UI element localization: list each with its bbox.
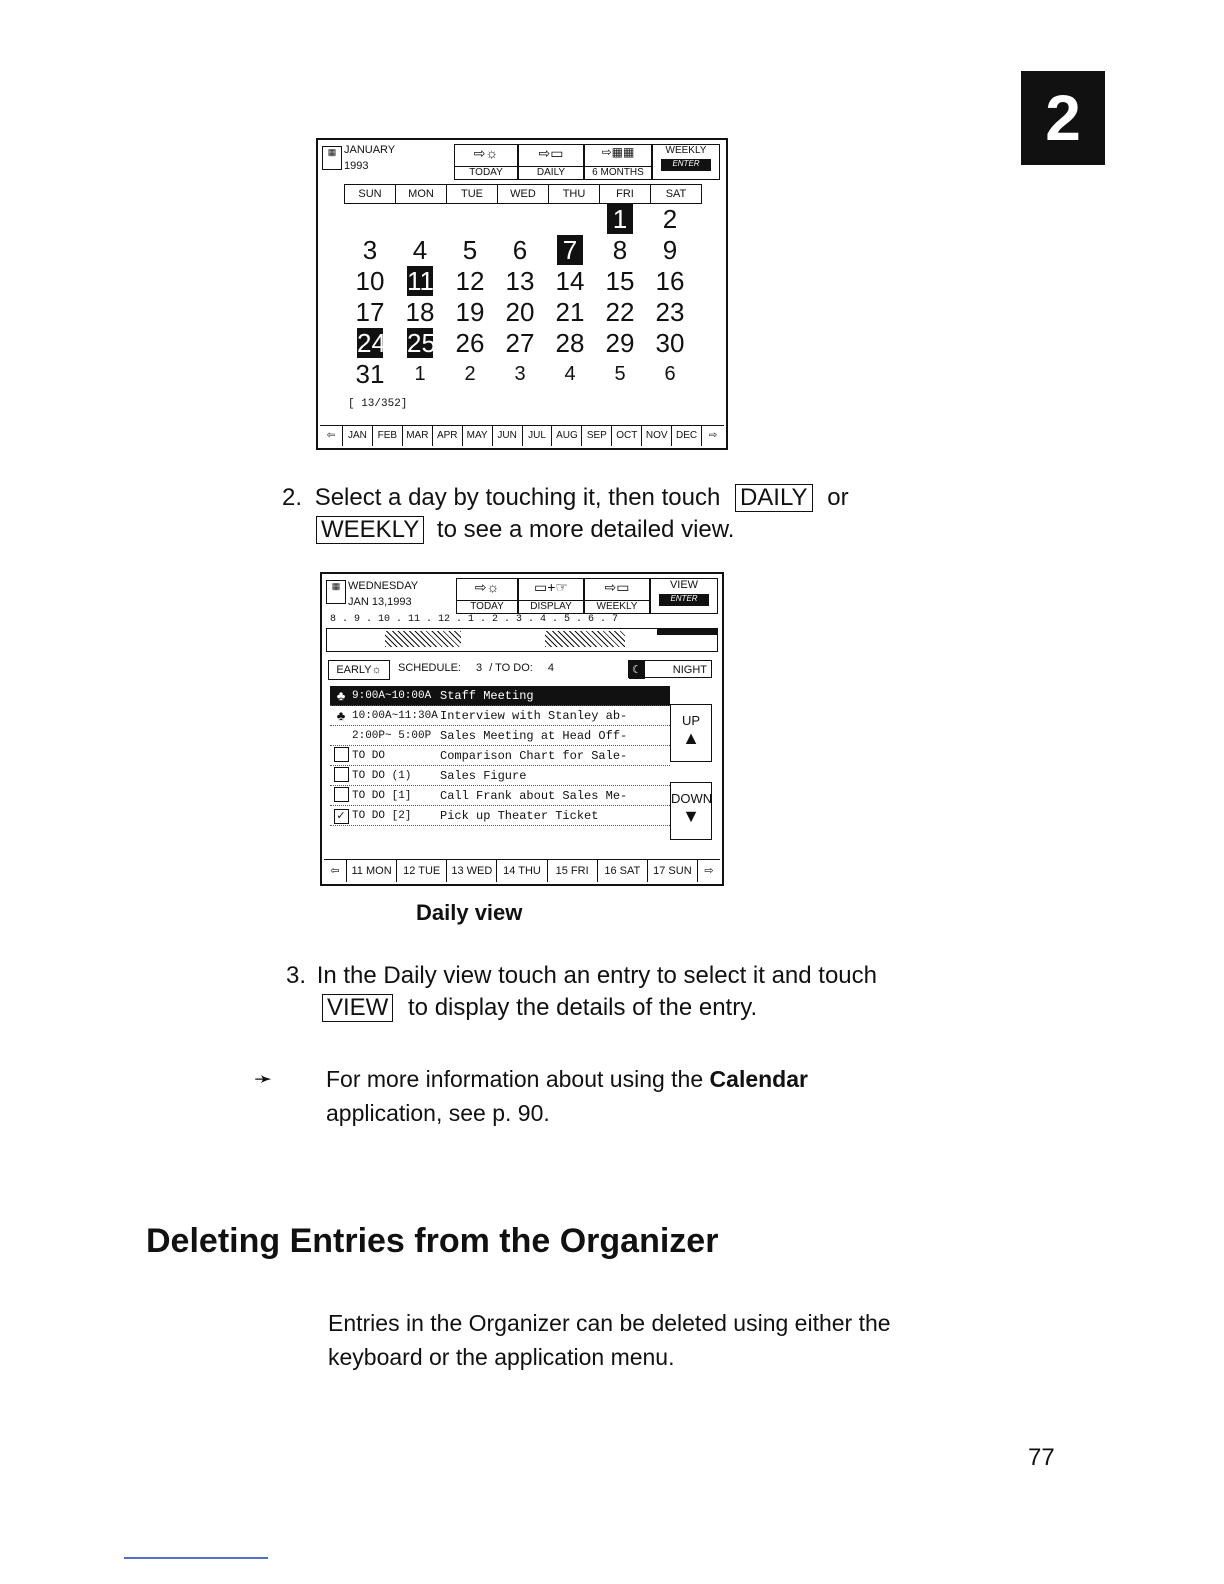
checkbox-icon[interactable] (330, 807, 352, 824)
figure-caption: Daily view (416, 900, 523, 925)
day-cell[interactable]: 28 (555, 328, 585, 358)
checkbox-icon[interactable] (330, 767, 352, 785)
six-months-button[interactable] (584, 144, 652, 180)
day-cell[interactable]: 31 (355, 359, 385, 389)
down-arrow-icon: ▼ (682, 806, 700, 826)
weekday-thu: THU (549, 185, 600, 203)
day-cell[interactable]: 18 (405, 297, 435, 327)
todo-label: / TO DO: (489, 662, 533, 674)
day-cell[interactable]: 23 (655, 297, 685, 327)
day-cell[interactable]: 5 (614, 363, 626, 385)
early-label: EARLY (336, 664, 372, 676)
daily-button[interactable] (518, 144, 584, 180)
weekly-button[interactable] (584, 578, 650, 614)
todo-checkbox[interactable] (334, 787, 349, 802)
day-cell[interactable]: 22 (605, 297, 635, 327)
date-label: JAN 13,1993 (348, 596, 412, 608)
weekly-key: WEEKLY (316, 516, 424, 544)
step-2-text-b: or (827, 484, 849, 511)
checkbox-icon[interactable] (330, 747, 352, 765)
calendar-icon: ▦ (326, 580, 346, 604)
entry-time: TO DO [1] (352, 789, 412, 802)
entry-time: 2:00P~ 5:00P (352, 729, 432, 742)
weekly-icon: ⇨▭ (604, 579, 630, 595)
entry-text: Call Frank about Sales Me- (440, 788, 628, 803)
section-heading: Deleting Entries from the Organizer (146, 1222, 719, 1260)
summary-line (398, 662, 554, 674)
weekday-header (344, 184, 702, 204)
entry-text: Staff Meeting (440, 688, 534, 703)
view-button[interactable] (650, 578, 718, 614)
today-button-label: TODAY (455, 166, 517, 178)
month-sep[interactable]: SEP (582, 426, 612, 446)
page-number: 77 (1028, 1444, 1055, 1471)
day-cell[interactable]: 30 (655, 328, 685, 358)
early-button[interactable] (328, 660, 390, 680)
weekday-sat: SAT (665, 188, 687, 200)
day-cell[interactable]: 19 (455, 297, 485, 327)
up-label: UP (681, 713, 701, 728)
display-button-label: DISPLAY (519, 600, 583, 612)
weekly-button[interactable] (652, 144, 720, 180)
day-sun[interactable]: 17 SUN (648, 860, 698, 882)
next-week-arrow-icon[interactable]: ⇨ (704, 865, 714, 877)
entry-row[interactable] (330, 686, 670, 706)
sun-icon: ☼ (371, 664, 382, 676)
entry-row[interactable] (330, 706, 670, 726)
day-cell[interactable]: 29 (605, 328, 635, 358)
daily-button-label: DAILY (519, 166, 583, 178)
hour-scale: 8 . 9 . 10 . 11 . 12 . 1 . 2 . 3 . 4 . 5 . 6 . 7 (330, 614, 619, 625)
step-3-number: 3. (286, 962, 307, 989)
entry-text: Sales Figure (440, 768, 527, 783)
month-jan[interactable]: JAN (343, 426, 373, 446)
day-cell[interactable]: 26 (455, 328, 485, 358)
weekly-button-label: WEEKLY (665, 145, 707, 156)
time-bar (326, 628, 718, 652)
month-mar[interactable]: MAR (403, 426, 433, 446)
entry-text: Interview with Stanley ab- (440, 708, 628, 723)
day-wed[interactable]: 13 WED (447, 860, 497, 882)
day-cell[interactable]: 12 (455, 266, 485, 296)
note (326, 1062, 926, 1130)
day-cell[interactable]: 8 (612, 235, 628, 265)
checkbox-icon[interactable] (330, 787, 352, 805)
month-bar (320, 425, 724, 446)
day-bar (324, 859, 720, 882)
status-counter: [ 13/352] (348, 398, 408, 410)
entry-row[interactable] (330, 746, 670, 766)
next-year-arrow-icon[interactable]: ⇨ (708, 430, 718, 441)
step-3 (286, 960, 956, 1024)
entry-time: TO DO (1) (352, 769, 412, 782)
today-button[interactable] (456, 578, 518, 614)
step-2 (282, 482, 942, 546)
entry-list (322, 686, 666, 846)
busy-block-morning (385, 631, 461, 647)
schedule-label: SCHEDULE: (398, 662, 461, 674)
todo-checkbox[interactable] (334, 767, 349, 782)
day-cell[interactable]: 15 (605, 266, 635, 296)
entry-row[interactable] (330, 786, 670, 806)
entry-text: Pick up Theater Ticket (440, 808, 599, 823)
day-cell[interactable]: 1 (414, 363, 426, 385)
down-button[interactable] (670, 782, 712, 840)
note-arrow-icon: ➛ (254, 1066, 273, 1091)
entry-time: TO DO (352, 749, 386, 762)
day-cell[interactable]: 10 (355, 266, 385, 296)
alarm-icon: ♣ (336, 708, 346, 723)
entry-text: Comparison Chart for Sale- (440, 748, 628, 763)
day-cell[interactable]: 27 (505, 328, 535, 358)
day-cell[interactable]: 9 (662, 235, 678, 265)
day-cell[interactable]: 6 (664, 363, 676, 385)
month-jul[interactable]: JUL (523, 426, 553, 446)
entry-row[interactable] (330, 806, 670, 826)
entry-time: 10:00A~11:30A (352, 709, 438, 722)
today-button[interactable] (454, 144, 518, 180)
day-mon[interactable]: 11 MON (347, 860, 397, 882)
month-jun[interactable]: JUN (493, 426, 523, 446)
weekday-label: WEDNESDAY (348, 580, 419, 592)
day-cell[interactable]: 14 (555, 266, 585, 296)
note-text-a: For more information about using the (326, 1066, 704, 1092)
chapter-tab: 2 (1021, 71, 1105, 165)
alarm-icon: ♣ (336, 688, 346, 703)
day-cell[interactable]: 3 (514, 363, 526, 385)
night-button[interactable] (628, 660, 712, 678)
month-oct[interactable]: OCT (612, 426, 642, 446)
body-paragraph: Entries in the Organizer can be deleted using either the keyboard or the application menu. (328, 1310, 891, 1370)
today-button-label: TODAY (457, 600, 517, 612)
step-2-text-a: Select a day by touching it, then touch (314, 484, 721, 511)
month-aug[interactable]: AUG (552, 426, 582, 446)
step-3-text-b: to display the details of the entry. (408, 994, 758, 1021)
six-months-icon: ⇨▦▦ (601, 145, 635, 159)
monthly-calendar-screen (316, 138, 728, 450)
prev-year-arrow-icon[interactable]: ⇦ (320, 426, 343, 446)
entry-row[interactable] (330, 726, 670, 746)
day-cell[interactable]: 3 (362, 235, 378, 265)
day-cell[interactable]: 1 (607, 204, 633, 234)
day-cell[interactable]: 5 (462, 235, 478, 265)
evening-block (657, 629, 717, 635)
calendar-icon: ▦ (322, 146, 342, 170)
weekday-tue: TUE (447, 185, 498, 203)
day-tue[interactable]: 12 TUE (397, 860, 447, 882)
day-cell[interactable]: 11 (407, 266, 434, 296)
enter-key-icon: ENTER (659, 594, 709, 606)
entry-time: TO DO [2] (352, 809, 412, 822)
note-text-b: application, see p. 90. (326, 1100, 550, 1126)
entry-row[interactable] (330, 766, 670, 786)
step-2-number: 2. (282, 484, 303, 511)
weekday-wed: WED (498, 185, 549, 203)
step-2-text-c: to see a more detailed view. (436, 516, 735, 543)
weekday-mon: MON (396, 185, 447, 203)
day-cell[interactable]: 24 (357, 328, 386, 358)
day-cell[interactable]: 20 (505, 297, 535, 327)
day-cell[interactable]: 25 (407, 328, 436, 358)
sun-icon: ⇨☼ (473, 145, 499, 161)
six-months-button-label: 6 MONTHS (585, 166, 651, 178)
month-dec[interactable]: DEC (672, 426, 702, 446)
view-button-label: VIEW (669, 579, 699, 591)
up-arrow-icon: ▲ (682, 728, 700, 748)
step-3-text-a: In the Daily view touch an entry to select it and touch (316, 962, 877, 989)
display-icon: ▭+☞ (534, 579, 568, 595)
day-cell[interactable]: 13 (505, 266, 535, 296)
weekday-fri: FRI (600, 185, 651, 203)
day-cell[interactable]: 6 (512, 235, 528, 265)
entry-text: Sales Meeting at Head Off- (440, 728, 628, 743)
day-cell[interactable]: 4 (564, 363, 576, 385)
down-label: DOWN (671, 791, 713, 806)
day-cell[interactable]: 4 (412, 235, 428, 265)
day-cell[interactable]: 21 (555, 297, 585, 327)
month-feb[interactable]: FEB (373, 426, 403, 446)
day-sat[interactable]: 16 SAT (598, 860, 648, 882)
daily-view-screen (320, 572, 724, 886)
up-button[interactable] (670, 704, 712, 762)
prev-week-arrow-icon[interactable]: ⇦ (324, 860, 347, 882)
todo-checkbox[interactable] (334, 747, 349, 762)
weekly-button-label: WEEKLY (585, 600, 649, 612)
schedule-count: 3 (476, 662, 483, 674)
month-apr[interactable]: APR (433, 426, 463, 446)
night-label: NIGHT (672, 664, 707, 676)
day-thu[interactable]: 14 THU (497, 860, 547, 882)
todo-count: 4 (547, 662, 555, 674)
weekday-sun: SUN (345, 185, 396, 203)
todo-checkbox[interactable]: ✓ (334, 809, 349, 824)
day-cell[interactable]: 17 (355, 297, 385, 327)
month-nov[interactable]: NOV (642, 426, 672, 446)
view-key: VIEW (322, 994, 393, 1022)
day-cell[interactable]: 7 (557, 235, 583, 265)
day-fri[interactable]: 15 FRI (548, 860, 598, 882)
display-button[interactable] (518, 578, 584, 614)
note-bold: Calendar (709, 1066, 808, 1092)
daily-icon: ⇨▭ (538, 145, 564, 161)
moon-icon: ☾ (629, 661, 645, 679)
entry-time: 9:00A~10:00A (352, 689, 432, 702)
year-label: 1993 (344, 160, 369, 172)
day-cell[interactable]: 16 (655, 266, 685, 296)
daily-key: DAILY (735, 484, 813, 512)
month-may[interactable]: MAY (463, 426, 493, 446)
footer-rule (124, 1557, 268, 1559)
busy-block-afternoon (545, 631, 625, 647)
enter-key-icon: ENTER (661, 159, 711, 171)
day-cell[interactable]: 2 (464, 363, 476, 385)
month-label: JANUARY (344, 144, 396, 156)
day-cell[interactable]: 2 (662, 204, 678, 234)
sun-icon: ⇨☼ (474, 579, 500, 595)
